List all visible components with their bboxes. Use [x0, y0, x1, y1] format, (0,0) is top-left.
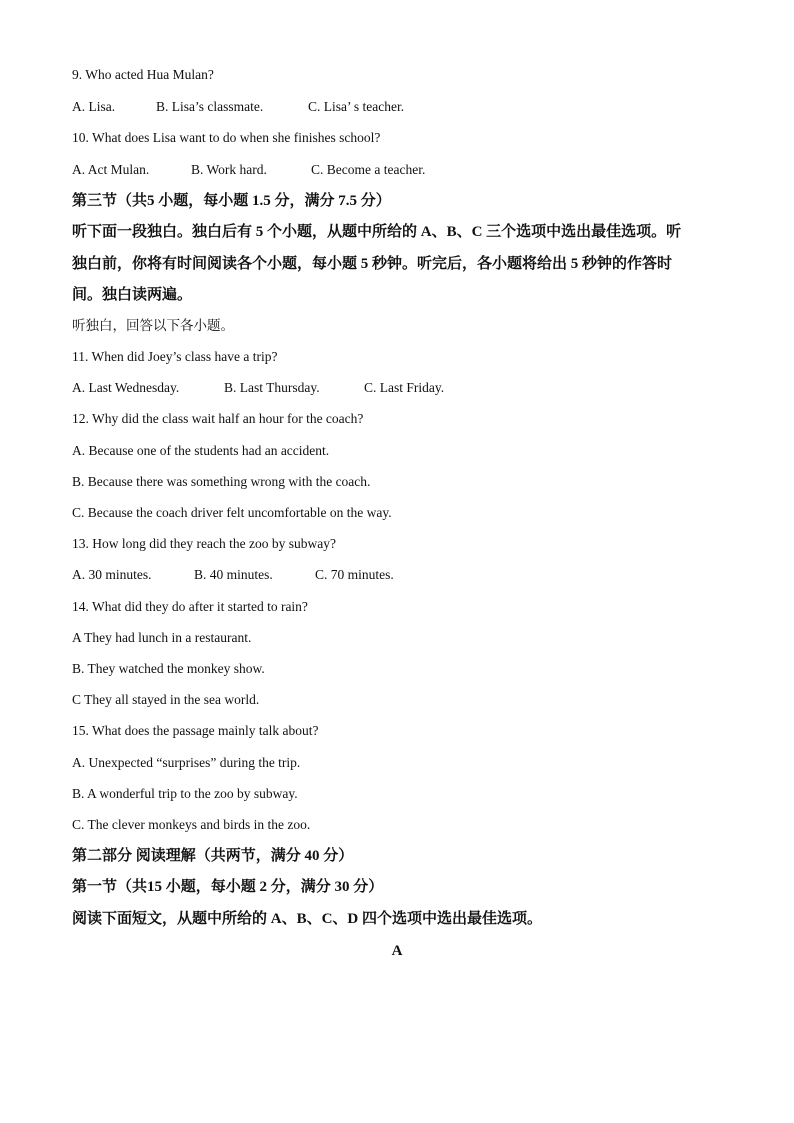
passage-label: A — [391, 943, 403, 959]
question-15-option-c: C. The clever monkeys and birds in the zoo. — [72, 817, 311, 832]
section-3-prompt: 听独白，回答以下各小题。 — [72, 318, 234, 333]
option-b: B. Last Thursday. — [224, 380, 320, 395]
option-a: A. Lisa. — [72, 99, 116, 114]
question-14-option-a: A They had lunch in a restaurant. — [72, 630, 252, 645]
part-2-header: 第二部分 阅读理解（共两节，满分 40 分） — [72, 848, 354, 864]
question-13-options — [72, 566, 394, 584]
option-c: C. Become a teacher. — [311, 162, 426, 177]
question-14-option-c: C They all stayed in the sea world. — [72, 692, 260, 707]
option-b: B. 40 minutes. — [194, 567, 273, 582]
question-12-stem: 12. Why did the class wait half an hour for the coach? — [72, 411, 364, 426]
section-3-header: 第三节（共5 小题，每小题 1.5 分，满分 7.5 分） — [72, 193, 391, 209]
question-12-option-a: A. Because one of the students had an accident. — [72, 443, 330, 458]
option-a: A. Act Mulan. — [72, 162, 150, 177]
section-3-instruction-line-3: 间。独白读两遍。 — [72, 287, 193, 303]
question-12-option-c: C. Because the coach driver felt uncomfortable on the way. — [72, 505, 392, 520]
question-10-options — [72, 161, 425, 179]
option-a: A. 30 minutes. — [72, 567, 152, 582]
section-3-instruction-line-1: 听下面一段独白。独白后有 5 个小题，从题中所给的 A、B、C 三个选项中选出最佳选项。听 — [72, 224, 682, 240]
question-9-stem: 9. Who acted Hua Mulan? — [72, 67, 214, 82]
question-14-option-b: B. They watched the monkey show. — [72, 661, 265, 676]
question-15-stem: 15. What does the passage mainly talk about? — [72, 723, 319, 738]
option-c: C. 70 minutes. — [315, 567, 394, 582]
question-14-stem: 14. What did they do after it started to rain? — [72, 599, 308, 614]
question-12-option-b: B. Because there was something wrong with the coach. — [72, 474, 371, 489]
option-b: B. Work hard. — [191, 162, 267, 177]
option-c: C. Last Friday. — [364, 380, 445, 395]
option-b: B. Lisa’s classmate. — [156, 99, 264, 114]
question-15-option-a: A. Unexpected “surprises” during the trip. — [72, 755, 301, 770]
question-10-stem: 10. What does Lisa want to do when she finishes school? — [72, 130, 381, 145]
question-9-options — [72, 98, 404, 116]
question-11-stem: 11. When did Joey’s class have a trip? — [72, 349, 278, 364]
part-2-section-1-header: 第一节（共15 小题，每小题 2 分，满分 30 分） — [72, 879, 384, 895]
section-3-instruction-line-2: 独白前，你将有时间阅读各个小题，每小题 5 秒钟。听完后，各小题将给出 5 秒钟的作答时 — [72, 256, 673, 272]
option-c: C. Lisa’ s teacher. — [308, 99, 405, 114]
question-15-option-b: B. A wonderful trip to the zoo by subway. — [72, 786, 298, 801]
part-2-instruction: 阅读下面短文，从题中所给的 A、B、C、D 四个选项中选出最佳选项。 — [72, 911, 543, 927]
question-11-options — [72, 379, 444, 397]
option-a: A. Last Wednesday. — [72, 380, 180, 395]
question-13-stem: 13. How long did they reach the zoo by subway? — [72, 536, 336, 551]
